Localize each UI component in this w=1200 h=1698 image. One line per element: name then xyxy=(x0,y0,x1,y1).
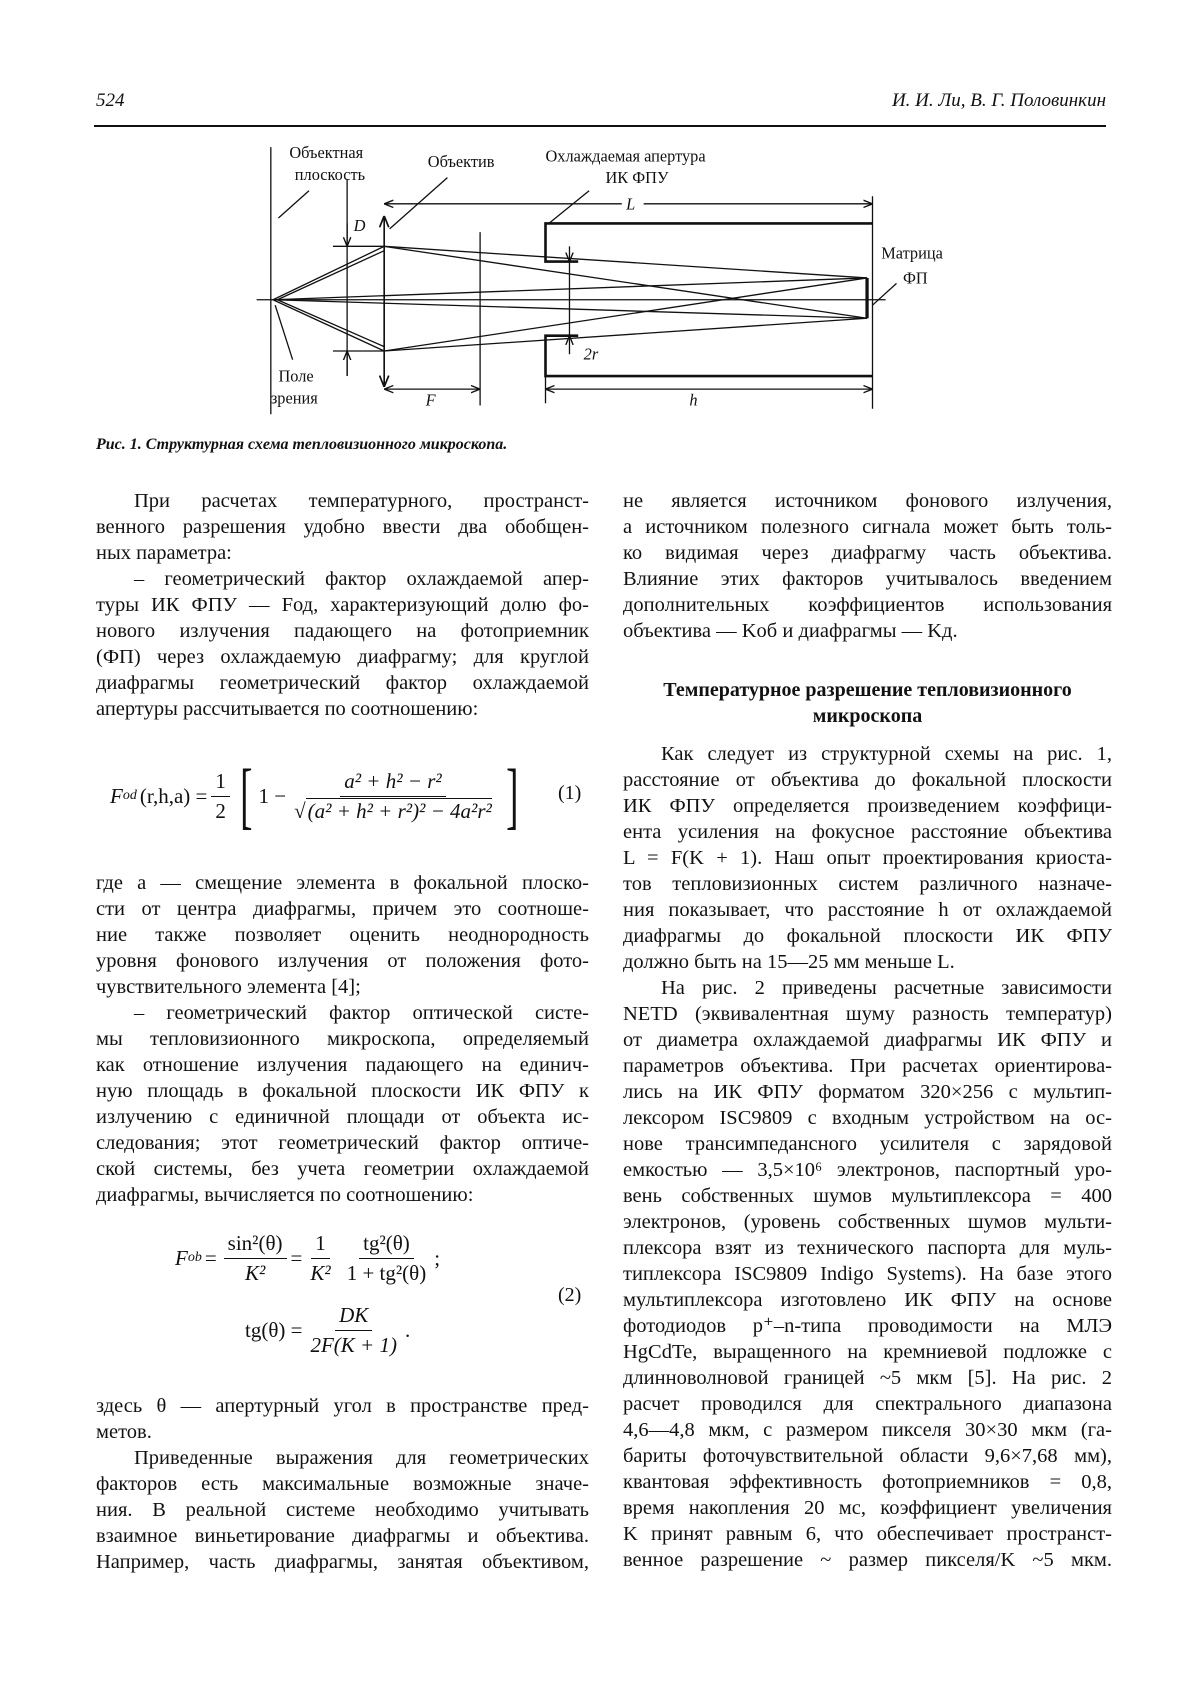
text-line: 4,6—4,8 мкм, с размером пикселя 30×30 мкм (га- xyxy=(623,1419,1112,1441)
running-head-authors: И. И. Ли, В. Г. Половинкин xyxy=(891,90,1106,111)
equation-number-2: (2) xyxy=(558,1284,582,1306)
text-line: тов тепловизионных систем различного назначе- xyxy=(623,873,1112,895)
formula-1-lhs-sub: od xyxy=(122,788,137,803)
text-line: следования; этот геометрический фактор оптиче- xyxy=(96,1132,589,1154)
section-heading-line-1: Температурное разрешение тепловизионного xyxy=(663,679,1072,701)
aperture-leader xyxy=(549,191,589,224)
text-line: ния показывает, что расстояние h от охлаждаемой xyxy=(623,899,1112,921)
text-line: сти от центра диафрагмы, причем это соотноше- xyxy=(96,898,589,920)
label-object-plane-2: плоскость xyxy=(294,164,366,184)
text-line: время накопления 20 мс, коэффициент увеличения xyxy=(623,1497,1112,1519)
text-line: венного разрешения удобно ввести два обобщен- xyxy=(96,516,589,538)
formula-1-numerator: a² + h² − r² xyxy=(340,769,445,797)
text-line: типлексора ISC9809 Indigo Systems). На базе этого xyxy=(623,1263,1112,1285)
text-line: ИК ФПУ определяется произведением коэффици- xyxy=(623,795,1112,817)
text-line: Приведенные выражения для геометрических xyxy=(134,1447,589,1469)
text-line: – геометрический фактор оптической систе- xyxy=(134,1002,589,1024)
figure-caption: Рис. 1. Структурная схема тепловизионного микроскопа. xyxy=(96,436,508,453)
text-line: HgCdTe, выращенного на кремниевой подложке с xyxy=(623,1341,1112,1363)
right-text-block-2 xyxy=(623,741,1112,1573)
tg-num: DK xyxy=(335,1303,372,1331)
text-line: апертуры рассчитывается по соотношению: xyxy=(96,698,479,720)
text-line: плексора взят из технического паспорта для муль- xyxy=(623,1237,1112,1259)
one-minus: 1 − xyxy=(258,783,287,808)
text-line: мы тепловизионного микроскопа, определяемый xyxy=(96,1028,589,1050)
label-h: h xyxy=(689,390,698,410)
eq-sign-2: = xyxy=(290,1245,303,1270)
text-line: лексором ISC9809 с входным устройством на ос- xyxy=(623,1107,1112,1129)
figure-1-diagram xyxy=(0,0,1200,436)
object-plane-leader xyxy=(278,191,309,218)
formula-2-lhs-sub: ob xyxy=(187,1250,202,1265)
text-line: метов. xyxy=(96,1421,152,1443)
text-line: диафрагмы до фокальной плоскости ИК ФПУ xyxy=(623,925,1112,947)
label-cold-aperture-2: ИК ФПУ xyxy=(605,168,669,188)
label-d: D xyxy=(353,216,366,236)
f3-den: 1 + tg²(θ) xyxy=(346,1260,427,1285)
formula-1-denominator: (a² + h² + r²)² − 4a²r² xyxy=(307,798,492,823)
section-heading xyxy=(623,677,1112,729)
text-line: При расчетах температурного, пространст- xyxy=(134,490,589,512)
label-2r: 2r xyxy=(583,344,599,364)
text-line: диафрагмы, вычисляется по соотношению: xyxy=(96,1184,474,1206)
text-line: чувствительного элемента [4]; xyxy=(96,976,361,998)
f2-den: K² xyxy=(310,1260,331,1285)
tg-lhs: tg(θ) = xyxy=(245,1317,303,1342)
text-line: излучению с единичной площади от объекта ис- xyxy=(96,1106,589,1128)
text-line: емкостью — 3,5×10⁶ электронов, паспортный уро- xyxy=(623,1159,1112,1181)
text-line: NETD (эквивалентная шуму разность температур) xyxy=(623,1003,1112,1025)
text-line: Влияние этих факторов учитывалось введением xyxy=(623,568,1112,590)
semicolon: ; xyxy=(434,1245,441,1270)
text-line: параметров объектива. При расчетах ориентирова- xyxy=(623,1055,1112,1077)
label-objective: Объектив xyxy=(427,151,495,171)
period: . xyxy=(404,1317,411,1342)
text-line: квантовая эффективность фотоприемников = 0,8, xyxy=(623,1471,1112,1493)
text-line: – геометрический фактор охлаждаемой апер- xyxy=(134,568,589,590)
left-bracket: [ xyxy=(240,755,253,837)
text-line: L = F(K + 1). Наш опыт проектирования криоста- xyxy=(623,847,1112,869)
text-line: где a — смещение элемента в фокальной плоско- xyxy=(96,872,589,894)
formula-2-lhs: F xyxy=(175,1245,188,1270)
text-line: как отношение излучения падающего на единич- xyxy=(96,1054,589,1076)
tg-den: 2F(K + 1) xyxy=(310,1332,397,1357)
half-den: 2 xyxy=(215,798,226,823)
text-line: ную площадь в фокальной плоскости ИК ФПУ к xyxy=(96,1080,589,1102)
text-line: расчет проводился для спектрального диапазона xyxy=(623,1393,1112,1415)
f2-num: 1 xyxy=(311,1231,330,1259)
text-line: Например, часть диафрагмы, занятая объективом, xyxy=(96,1551,589,1573)
page-number: 524 xyxy=(96,90,125,111)
text-line: дополнительных коэффициентов использования xyxy=(623,594,1112,616)
label-l: L xyxy=(626,194,636,214)
text-line: мультиплексора изготовлено ИК ФПУ на основе xyxy=(623,1289,1112,1311)
left-text-block-3 xyxy=(96,1393,589,1575)
text-line: На рис. 2 приведены расчетные зависимости xyxy=(661,977,1112,999)
field-leader xyxy=(275,305,292,360)
text-line: нового излучения падающего на фотоприемник xyxy=(96,620,589,642)
text-line: нове трансимпедансного усилителя с зарядовой xyxy=(623,1133,1112,1155)
text-line: вень собственных шумов мультиплексора = 400 xyxy=(623,1185,1112,1207)
label-cold-aperture: Охлаждаемая апертура xyxy=(545,146,706,166)
text-line: а источником полезного сигнала может быть толь- xyxy=(623,516,1112,538)
text-line: (ФП) через охлаждаемую диафрагму; для круглой xyxy=(96,646,589,668)
label-matrix-2: ФП xyxy=(903,268,928,288)
label-f: F xyxy=(425,390,436,410)
equation-number-1: (1) xyxy=(558,782,582,804)
text-line: Как следует из структурной схемы на рис. 1, xyxy=(661,743,1112,765)
formula-2b xyxy=(245,1300,410,1360)
text-line: электронов, (уровень собственных шумов мульти- xyxy=(623,1211,1112,1233)
text-line: должно быть на 15—25 мм меньше L. xyxy=(623,951,955,973)
text-line: факторов есть максимальные возможные значе- xyxy=(96,1473,589,1495)
text-line: лись на ИК ФПУ форматом 320×256 с мультип- xyxy=(623,1081,1112,1103)
text-line: от диаметра охлаждаемой диафрагмы ИК ФПУ и xyxy=(623,1029,1112,1051)
text-line: ние также позволяет оценить неоднородность xyxy=(96,924,589,946)
label-field: Поле xyxy=(278,366,314,386)
text-line: ента усиления на фокусное расстояние объектива xyxy=(623,821,1112,843)
text-line: K принят равным 6, что обеспечивает пространст- xyxy=(623,1523,1112,1545)
formula-1-args: (r,h,a) = xyxy=(139,783,208,808)
section-heading-line-2: микроскопа xyxy=(812,705,923,727)
text-line: фотодиодов p⁺–n-типа проводимости на МЛЭ xyxy=(623,1315,1112,1337)
text-line: здесь θ — апертурный угол в пространстве пред- xyxy=(96,1395,589,1417)
label-matrix: Матрица xyxy=(881,243,943,263)
text-line: не является источником фонового излучения, xyxy=(623,490,1112,512)
formula-1: F od (r,h,a) = $\frac{1}{2}$ [ 1 − $\frac{\text{a² + h² − r²}}{\text{√(a² + h² + r²)² − 4a²r²}}$ ] xyxy=(110,755,519,837)
f1-num: sin²(θ) xyxy=(224,1231,287,1259)
text-line: ния. В реальной системе необходимо учитывать xyxy=(96,1499,589,1521)
f3-num: tg²(θ) xyxy=(359,1231,414,1259)
text-line: диафрагмы геометрический фактор охлаждаемой xyxy=(96,672,589,694)
formula-2a xyxy=(175,1228,440,1288)
text-line: взаимное виньетирование диафрагмы и объектива. xyxy=(96,1525,589,1547)
half-num: 1 xyxy=(211,769,230,797)
label-field-2: зрения xyxy=(270,388,318,408)
f1-den: K² xyxy=(244,1260,266,1285)
text-line: ко видимая через диафрагму часть объектива. xyxy=(623,542,1112,564)
matrix-leader xyxy=(873,283,897,305)
eq-sign: = xyxy=(204,1245,217,1270)
text-line: объектива — Kоб и диафрагмы — Kд. xyxy=(623,620,958,642)
text-line: длинноволновой границей ~5 мкм [5]. На рис. 2 xyxy=(623,1367,1112,1389)
text-line: венное разрешение ~ размер пикселя/K ~5 мкм. xyxy=(623,1549,1112,1571)
left-text-block-2 xyxy=(96,870,589,1208)
left-text-block-1 xyxy=(96,488,589,722)
right-text-block-1 xyxy=(623,488,1112,644)
right-bracket: ] xyxy=(505,755,519,837)
text-line: ных параметра: xyxy=(96,542,232,564)
text-line: туры ИК ФПУ — Fод, характеризующий долю фо- xyxy=(96,594,589,616)
text-line: уровня фонового излучения от положения фото- xyxy=(96,950,589,972)
formula-1-lhs: F xyxy=(110,783,123,808)
label-object-plane: Объектная xyxy=(289,143,364,163)
text-line: ской системы, без учета геометрии охлаждаемой xyxy=(96,1158,589,1180)
text-line: расстояние от объектива до фокальной плоскости xyxy=(623,769,1112,791)
text-line: бариты фоточувствительной области 9,6×7,68 мм), xyxy=(623,1445,1112,1467)
